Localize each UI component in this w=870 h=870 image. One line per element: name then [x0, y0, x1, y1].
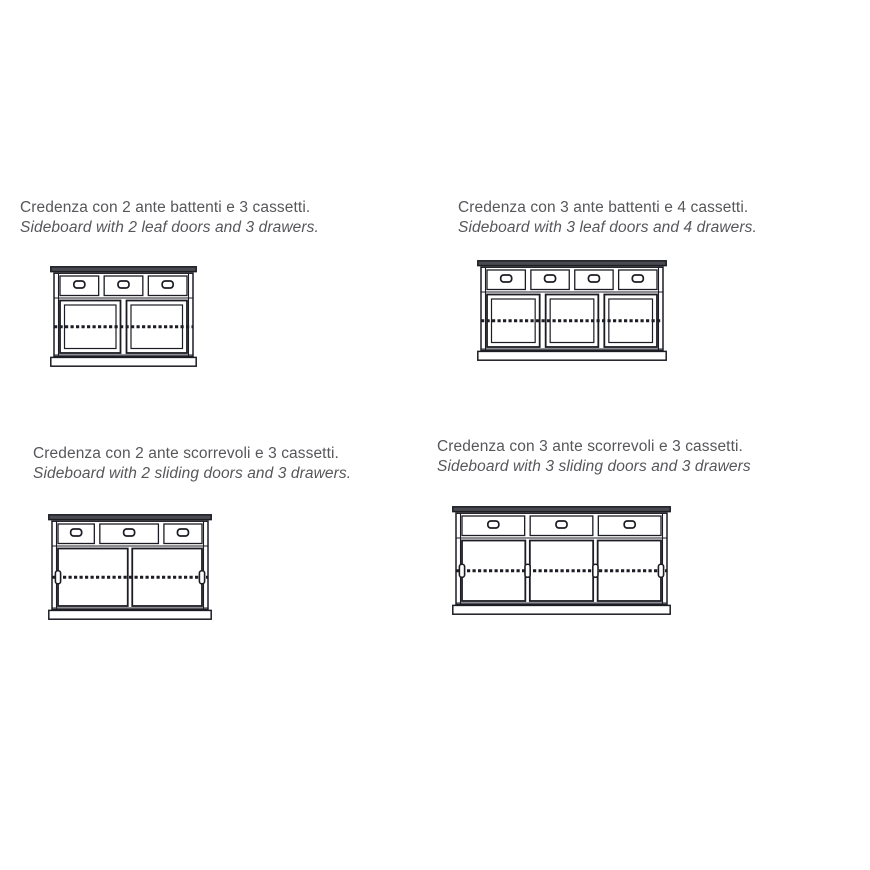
- figure-caption: [458, 198, 757, 238]
- sideboard-drawing-3-sliding-doors: [452, 506, 671, 615]
- caption-english: Sideboard with 2 sliding doors and 3 drawers.: [33, 465, 352, 482]
- sideboard-drawing-3-leaf-doors: [477, 260, 667, 361]
- caption-italian: Credenza con 2 ante scorrevoli e 3 cassetti.: [33, 445, 339, 462]
- figure-caption: [33, 444, 351, 484]
- caption-english: Sideboard with 2 leaf doors and 3 drawers.: [20, 219, 319, 236]
- caption-italian: Credenza con 3 ante battenti e 4 cassetti.: [458, 199, 749, 216]
- sideboard-drawing-2-leaf-doors: [50, 266, 197, 367]
- caption-english: Sideboard with 3 sliding doors and 3 drawers: [437, 458, 751, 475]
- caption-english: Sideboard with 3 leaf doors and 4 drawers.: [458, 219, 757, 236]
- caption-italian: Credenza con 3 ante scorrevoli e 3 cassetti.: [437, 438, 743, 455]
- figure-caption: [437, 437, 751, 477]
- sideboard-drawing-2-sliding-doors: [48, 514, 212, 620]
- caption-italian: Credenza con 2 ante battenti e 3 cassetti.: [20, 199, 311, 216]
- figure-caption: [20, 198, 319, 238]
